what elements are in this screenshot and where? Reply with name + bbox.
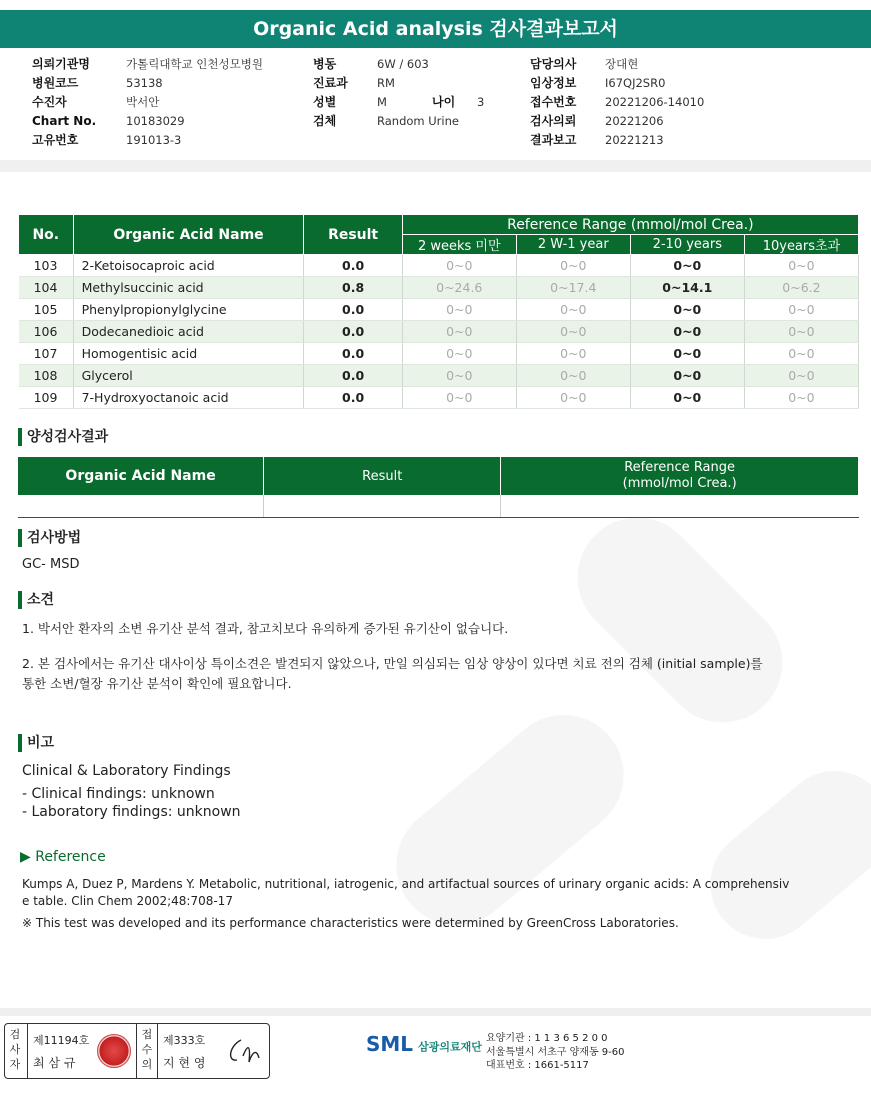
hospital-code: 53138 bbox=[126, 76, 163, 90]
label: 검사의뢰 bbox=[530, 114, 577, 128]
opinion-2b: 통한 소변/혈장 유기산 분석이 확인에 필요합니다. bbox=[22, 676, 292, 691]
ref-10y-over: 0~0 bbox=[744, 321, 858, 343]
section-bar bbox=[18, 734, 22, 752]
label: 진료과 bbox=[313, 76, 348, 90]
remarks-line: - Laboratory findings: unknown bbox=[22, 804, 241, 820]
row-name: Glycerol bbox=[73, 365, 304, 387]
receipt-no: 20221206-14010 bbox=[605, 95, 705, 109]
empty-cell bbox=[264, 495, 501, 518]
label: 접수번호 bbox=[530, 95, 577, 109]
col-header-result: Result bbox=[264, 457, 501, 495]
row-result: 0.0 bbox=[304, 343, 402, 365]
opinion-2a: 2. 본 검사에서는 유기산 대사이상 특이소견은 발견되지 않았으나, 만일 의심되는 임상 양상이 있다면 치료 전의 검체 (initial sample)를 bbox=[22, 656, 763, 671]
label: 나이 bbox=[432, 95, 456, 109]
ref-line-2: (mmol/mol Crea.) bbox=[622, 476, 737, 491]
ref-line-1: Reference Range bbox=[624, 460, 736, 475]
ref-2w-1y: 0~0 bbox=[516, 365, 630, 387]
divider bbox=[0, 160, 871, 172]
label: 성별 bbox=[313, 95, 337, 109]
ref-2w-1y: 0~0 bbox=[516, 321, 630, 343]
box2-no: 제333호 bbox=[163, 1034, 206, 1047]
remarks-line: - Clinical findings: unknown bbox=[22, 786, 215, 802]
age: 3 bbox=[477, 95, 485, 109]
row-result: 0.0 bbox=[304, 387, 402, 409]
row-name: 2-Ketoisocaproic acid bbox=[73, 255, 304, 277]
ref-2-10y: 0~0 bbox=[630, 387, 744, 409]
reference-title: ▶ Reference bbox=[20, 849, 106, 865]
table-row bbox=[19, 343, 859, 365]
section-bar bbox=[18, 428, 22, 446]
ref-10y-over: 0~0 bbox=[744, 299, 858, 321]
ref-2-10y: 0~0 bbox=[630, 365, 744, 387]
remarks-line: Clinical & Laboratory Findings bbox=[22, 763, 231, 779]
ref-10y-over: 0~0 bbox=[744, 343, 858, 365]
results-table bbox=[18, 214, 859, 409]
ref-2weeks: 0~0 bbox=[402, 321, 516, 343]
row-name: Phenylpropionylglycine bbox=[73, 299, 304, 321]
section-positive bbox=[18, 427, 108, 447]
doctor: 장대현 bbox=[605, 57, 639, 71]
col-header-name: Organic Acid Name bbox=[73, 215, 304, 255]
ward: 6W / 603 bbox=[377, 57, 429, 71]
label: 결과보고 bbox=[530, 133, 577, 147]
label: 임상정보 bbox=[530, 76, 577, 90]
clinical-info: I67QJ2SR0 bbox=[605, 76, 666, 90]
table-row bbox=[19, 255, 859, 277]
row-result: 0.0 bbox=[304, 321, 402, 343]
reference-line: Kumps A, Duez P, Mardens Y. Metabolic, nutritional, iatrogenic, and artifactual sources of urinary organic acids: A comprehensiv bbox=[22, 877, 790, 891]
sub-header: 10years초과 bbox=[744, 235, 858, 255]
empty-cell bbox=[501, 495, 859, 518]
label: 병동 bbox=[313, 57, 337, 71]
sub-header: 2-10 years bbox=[630, 235, 744, 255]
table-row bbox=[19, 277, 859, 299]
info-col-3 bbox=[530, 55, 704, 150]
row-name: 7-Hydroxyoctanoic acid bbox=[73, 387, 304, 409]
sub-header: 2 weeks 미만 bbox=[402, 235, 516, 255]
divider bbox=[157, 1024, 158, 1078]
label: 병원코드 bbox=[32, 76, 79, 90]
row-result: 0.0 bbox=[304, 365, 402, 387]
report-title: Organic Acid analysis 검사결과보고서 bbox=[0, 10, 871, 48]
row-no: 103 bbox=[19, 255, 74, 277]
opinion-1: 1. 박서안 환자의 소변 유기산 분석 결과, 참고치보다 유의하게 증가된 유기산이 없습니다. bbox=[22, 621, 509, 636]
patient-name: 박서안 bbox=[126, 95, 160, 109]
label: Chart No. bbox=[32, 114, 97, 128]
sex: M bbox=[377, 95, 387, 109]
ref-2w-1y: 0~0 bbox=[516, 387, 630, 409]
signature-box bbox=[4, 1023, 270, 1079]
table-row bbox=[19, 299, 859, 321]
hospital-name: 가톨릭대학교 인천성모병원 bbox=[126, 57, 263, 71]
request-date: 20221206 bbox=[605, 114, 664, 128]
section-title: 양성검사결과 bbox=[27, 429, 109, 445]
row-name: Homogentisic acid bbox=[73, 343, 304, 365]
report-date: 20221213 bbox=[605, 133, 664, 147]
row-no: 109 bbox=[19, 387, 74, 409]
ref-2weeks: 0~0 bbox=[402, 387, 516, 409]
sml-logo bbox=[366, 1032, 482, 1056]
ref-2weeks: 0~24.6 bbox=[402, 277, 516, 299]
label: 검체 bbox=[313, 114, 337, 128]
department: RM bbox=[377, 76, 395, 90]
contact-info bbox=[486, 1032, 625, 1073]
label: 수진자 bbox=[32, 95, 67, 109]
ref-2w-1y: 0~0 bbox=[516, 255, 630, 277]
box1-name: 최 삼 규 bbox=[33, 1056, 76, 1070]
empty-cell bbox=[18, 495, 264, 518]
ref-2weeks: 0~0 bbox=[402, 343, 516, 365]
section-title: 검사방법 bbox=[27, 530, 82, 546]
divider bbox=[27, 1024, 28, 1078]
ref-10y-over: 0~0 bbox=[744, 365, 858, 387]
specimen: Random Urine bbox=[377, 114, 459, 128]
info-col-1 bbox=[32, 55, 263, 150]
reference-line: e table. Clin Chem 2002;48:708-17 bbox=[22, 894, 233, 908]
ref-10y-over: 0~0 bbox=[744, 255, 858, 277]
row-no: 104 bbox=[19, 277, 74, 299]
row-result: 0.8 bbox=[304, 277, 402, 299]
ref-2w-1y: 0~0 bbox=[516, 343, 630, 365]
table-row bbox=[19, 387, 859, 409]
contact-line: 서울특별시 서초구 양재동 9-60 bbox=[486, 1046, 625, 1058]
box2-name: 지 현 영 bbox=[163, 1056, 206, 1070]
ref-2weeks: 0~0 bbox=[402, 299, 516, 321]
ref-2-10y: 0~0 bbox=[630, 299, 744, 321]
watermark-shape bbox=[553, 493, 808, 748]
reference-note: ※ This test was developed and its performance characteristics were determined by GreenCross Laboratories. bbox=[22, 916, 679, 930]
logo-subtext: 삼광의료재단 bbox=[418, 1040, 482, 1054]
watermark-shape bbox=[372, 690, 648, 949]
row-no: 107 bbox=[19, 343, 74, 365]
row-result: 0.0 bbox=[304, 255, 402, 277]
table-row bbox=[19, 365, 859, 387]
ref-2w-1y: 0~17.4 bbox=[516, 277, 630, 299]
row-no: 106 bbox=[19, 321, 74, 343]
label: 고유번호 bbox=[32, 133, 79, 147]
ref-10y-over: 0~0 bbox=[744, 387, 858, 409]
label: 의뢰기관명 bbox=[32, 57, 90, 71]
section-opinion bbox=[18, 590, 54, 610]
row-name: Dodecanedioic acid bbox=[73, 321, 304, 343]
ref-10y-over: 0~6.2 bbox=[744, 277, 858, 299]
col-header-ref bbox=[501, 457, 859, 495]
seal-icon bbox=[97, 1034, 131, 1068]
ref-2-10y: 0~0 bbox=[630, 255, 744, 277]
col-header-ref: Reference Range (mmol/mol Crea.) bbox=[402, 215, 858, 235]
label: 담당의사 bbox=[530, 57, 577, 71]
box1-no: 제11194호 bbox=[33, 1034, 90, 1047]
row-no: 108 bbox=[19, 365, 74, 387]
section-remarks bbox=[18, 733, 54, 753]
row-name: Methylsuccinic acid bbox=[73, 277, 304, 299]
col-header-no: No. bbox=[19, 215, 74, 255]
unique-no: 191013-3 bbox=[126, 133, 182, 147]
ref-2weeks: 0~0 bbox=[402, 365, 516, 387]
method-value: GC- MSD bbox=[22, 557, 80, 572]
section-title: 비고 bbox=[27, 735, 55, 751]
row-result: 0.0 bbox=[304, 299, 402, 321]
watermark-shape bbox=[688, 749, 871, 962]
ref-2-10y: 0~0 bbox=[630, 343, 744, 365]
chart-no: 10183029 bbox=[126, 114, 185, 128]
contact-line: 대표번호 : 1661-5117 bbox=[486, 1060, 589, 1071]
box1-label: 검사자 bbox=[9, 1028, 21, 1071]
ref-2weeks: 0~0 bbox=[402, 255, 516, 277]
row-no: 105 bbox=[19, 299, 74, 321]
ref-2-10y: 0~14.1 bbox=[630, 277, 744, 299]
section-bar bbox=[18, 591, 22, 609]
section-method bbox=[18, 528, 81, 548]
contact-line: 요양기관 : 1 1 3 6 5 2 0 0 bbox=[486, 1033, 608, 1044]
info-col-2 bbox=[313, 55, 484, 131]
logo-text: SML bbox=[366, 1032, 414, 1056]
positive-table bbox=[18, 457, 859, 518]
ref-2w-1y: 0~0 bbox=[516, 299, 630, 321]
col-header-result: Result bbox=[304, 215, 402, 255]
signature-icon bbox=[223, 1036, 263, 1066]
col-header-name: Organic Acid Name bbox=[18, 457, 264, 495]
section-bar bbox=[18, 529, 22, 547]
divider bbox=[136, 1024, 137, 1078]
ref-2-10y: 0~0 bbox=[630, 321, 744, 343]
section-title: 소견 bbox=[27, 592, 55, 608]
table-row bbox=[19, 321, 859, 343]
sub-header: 2 W-1 year bbox=[516, 235, 630, 255]
box2-label: 접수의 bbox=[141, 1028, 153, 1071]
